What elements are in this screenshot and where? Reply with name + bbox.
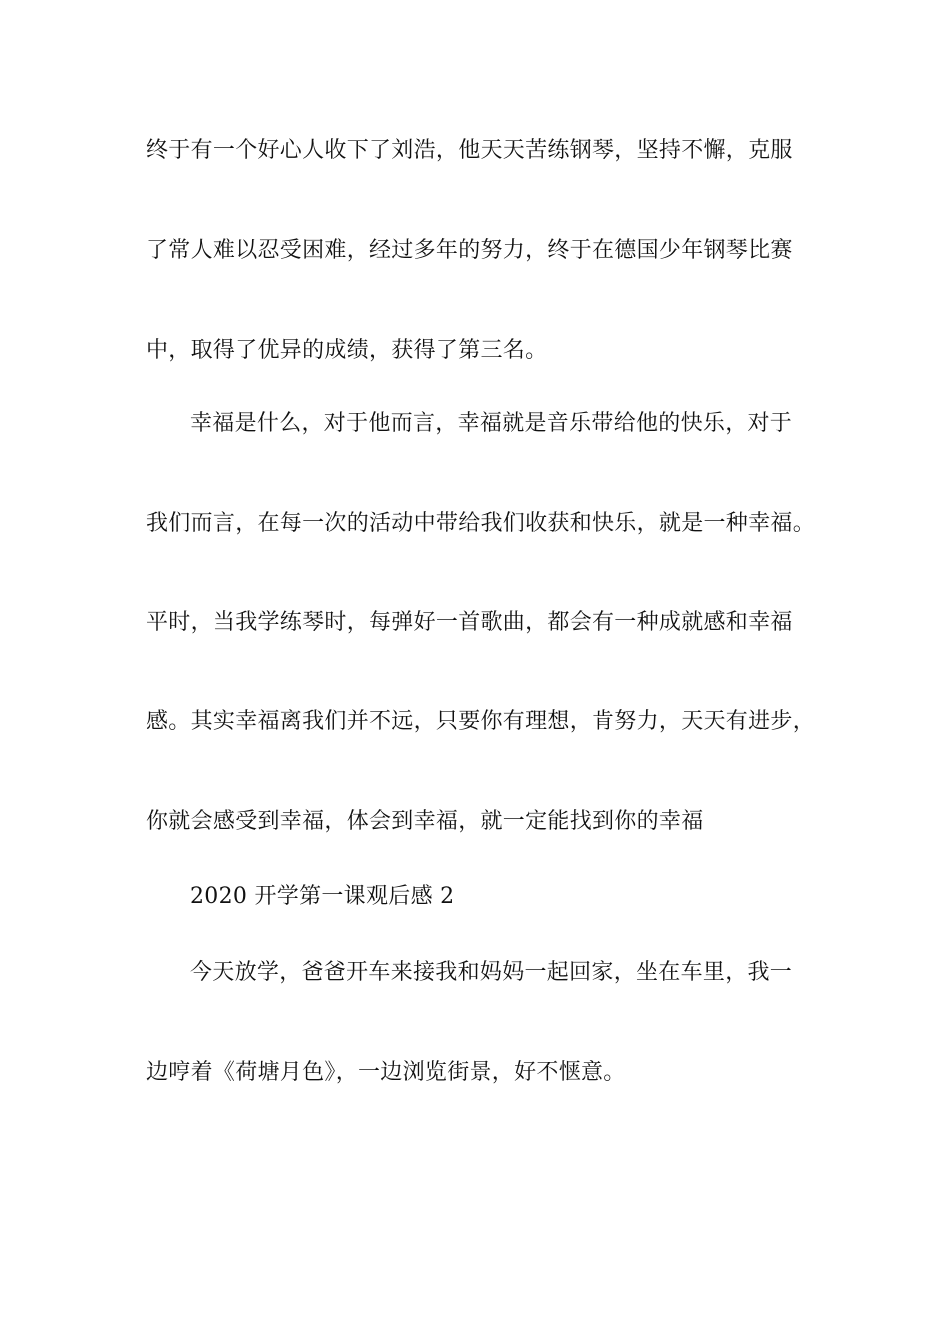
paragraph-line: 了常人难以忍受困难，经过多年的努力，终于在德国少年钢琴比赛: [146, 238, 793, 263]
paragraph-line: 今天放学，爸爸开车来接我和妈妈一起回家，坐在车里，我一: [190, 960, 793, 985]
paragraph-line: 我们而言，在每一次的活动中带给我们收获和快乐，就是一种幸福。: [146, 511, 816, 536]
paragraph-line: 感。其实幸福离我们并不远，只要你有理想，肯努力，天天有进步，: [146, 709, 816, 734]
paragraph-line: 中，取得了优异的成绩，获得了第三名。: [146, 338, 548, 363]
paragraph-line: 边哼着《荷塘月色》，一边浏览街景，好不惬意。: [146, 1060, 626, 1085]
paragraph-line: 你就会感受到幸福，体会到幸福，就一定能找到你的幸福: [146, 809, 704, 834]
section-heading: 2020 开学第一课观后感 2: [190, 884, 455, 909]
paragraph-line: 平时，当我学练琴时，每弹好一首歌曲，都会有一种成就感和幸福: [146, 610, 793, 635]
paragraph-line: 幸福是什么，对于他而言，幸福就是音乐带给他的快乐，对于: [190, 411, 793, 436]
paragraph-line: 终于有一个好心人收下了刘浩，他天天苦练钢琴，坚持不懈，克服: [146, 138, 793, 163]
